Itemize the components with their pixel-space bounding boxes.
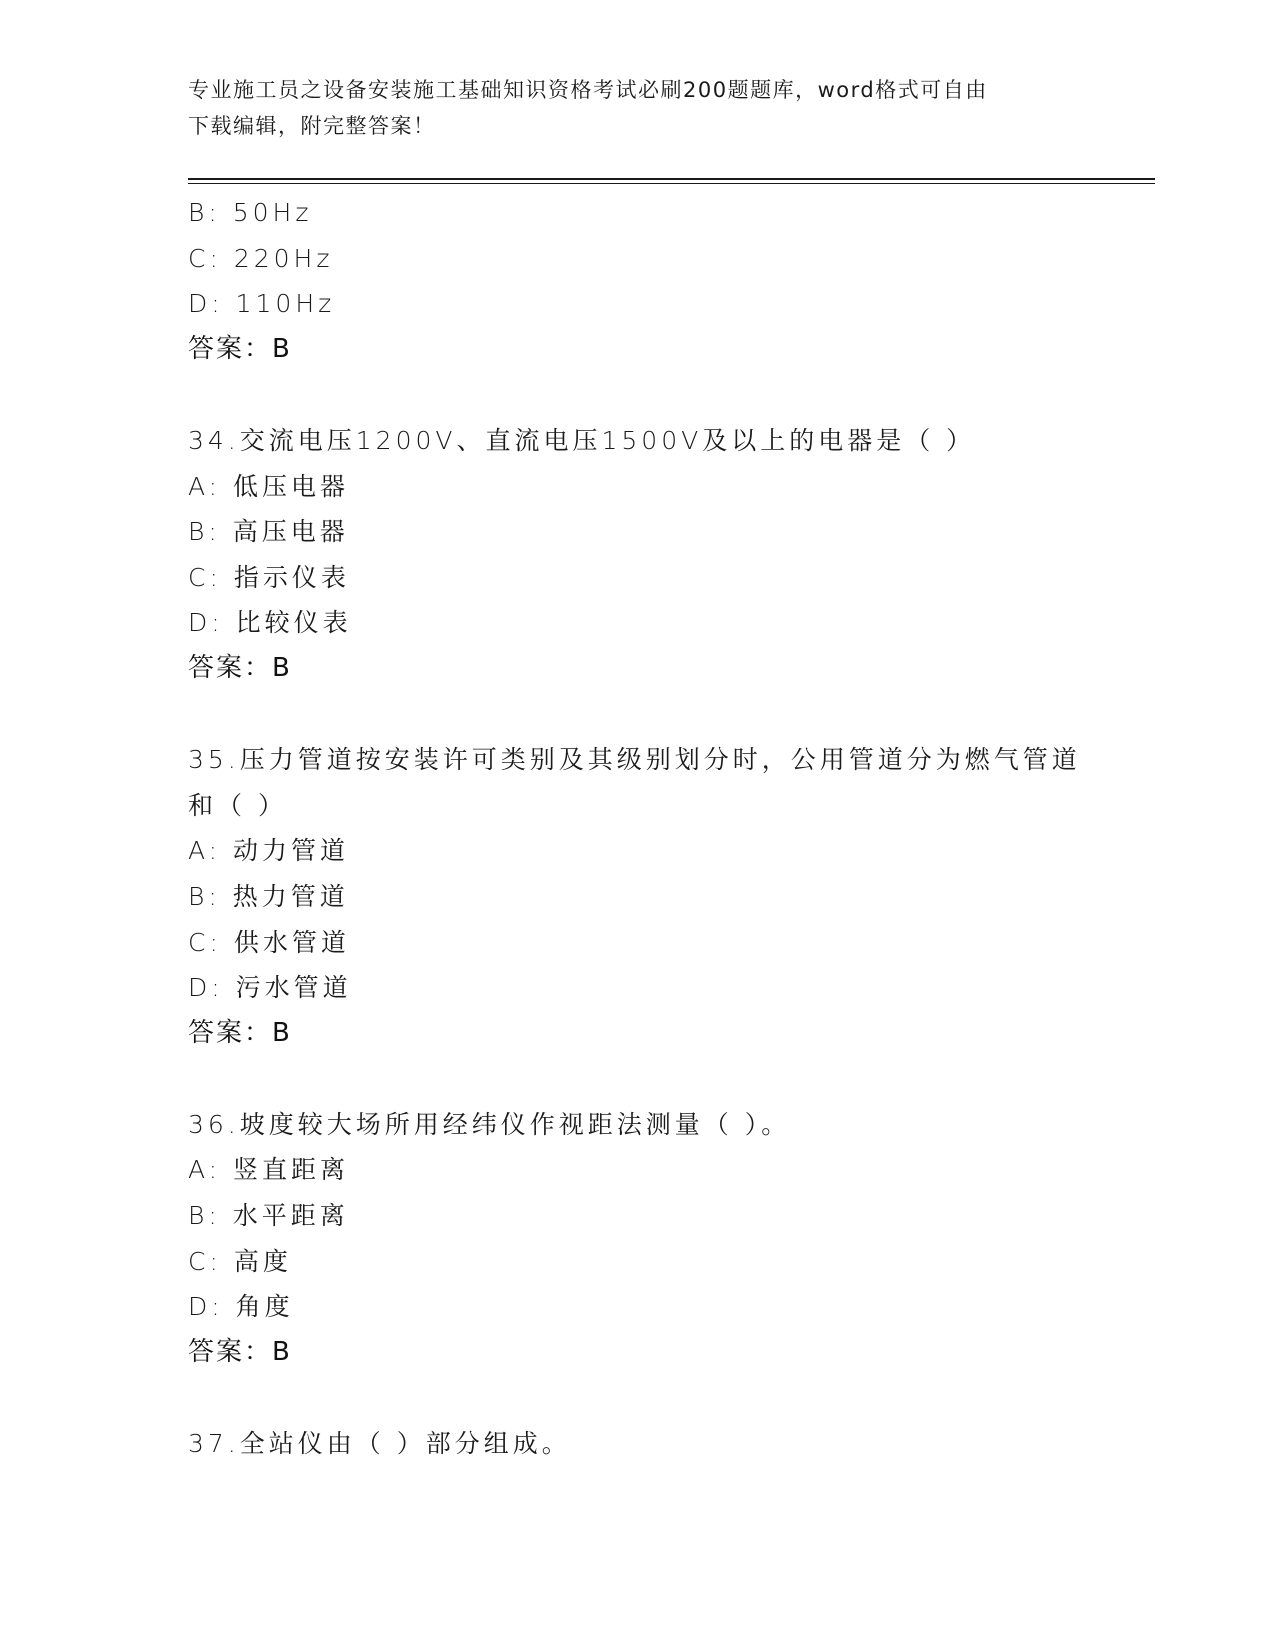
question-text: 37.全站仪由（ ）部分组成。 xyxy=(188,1429,571,1459)
question-text: 36.坡度较大场所用经纬仪作视距法测量（ ）。 xyxy=(188,1109,791,1139)
option-b: B: 水平距离 xyxy=(188,1201,349,1231)
answer-label: 答案：B xyxy=(188,333,292,364)
option-d: D: 比较仪表 xyxy=(188,608,352,638)
spacer xyxy=(188,1375,1088,1421)
option-c: C: 供水管道 xyxy=(188,927,350,957)
question-text-line-2: 和（ ） xyxy=(188,790,287,820)
option-a: A: 竖直距离 xyxy=(188,1155,350,1185)
header-divider xyxy=(188,178,1155,180)
header-line-2: 下载编辑，附完整答案！ xyxy=(188,114,436,138)
option-b: B: 50Hz xyxy=(188,198,313,227)
option-b: B: 热力管道 xyxy=(188,881,349,911)
option-c: C: 220Hz xyxy=(188,243,334,273)
option-d: D: 角度 xyxy=(188,1292,294,1322)
question-34 xyxy=(188,418,1088,692)
question-text: 34.交流电压1200V、直流电压1500V及以上的电器是（ ） xyxy=(188,425,976,455)
answer-label: 答案：B xyxy=(188,652,292,683)
question-37 xyxy=(188,1421,1088,1467)
option-a: A: 动力管道 xyxy=(188,836,350,866)
option-d: D: 110Hz xyxy=(188,289,336,319)
question-list xyxy=(188,190,1088,1467)
question-36 xyxy=(188,1102,1088,1376)
question-text-line-1: 35.压力管道按安装许可类别及其级别划分时，公用管道分为燃气管道 xyxy=(188,745,1081,775)
spacer xyxy=(188,372,1088,418)
option-c: C: 指示仪表 xyxy=(188,562,350,592)
document-header xyxy=(188,72,1088,144)
option-c: C: 高度 xyxy=(188,1246,292,1276)
spacer xyxy=(188,692,1088,738)
header-divider-thin xyxy=(188,183,1155,184)
question-35 xyxy=(188,737,1088,1056)
answer-label: 答案：B xyxy=(188,1336,292,1367)
option-a: A: 低压电器 xyxy=(188,471,350,501)
header-line-1: 专业施工员之设备安装施工基础知识资格考试必刷200题题库，word格式可自由 xyxy=(188,78,988,102)
question-33-continued xyxy=(188,190,1088,372)
answer-label: 答案：B xyxy=(188,1017,292,1048)
option-b: B: 高压电器 xyxy=(188,517,349,547)
option-d: D: 污水管道 xyxy=(188,973,352,1003)
spacer xyxy=(188,1056,1088,1102)
